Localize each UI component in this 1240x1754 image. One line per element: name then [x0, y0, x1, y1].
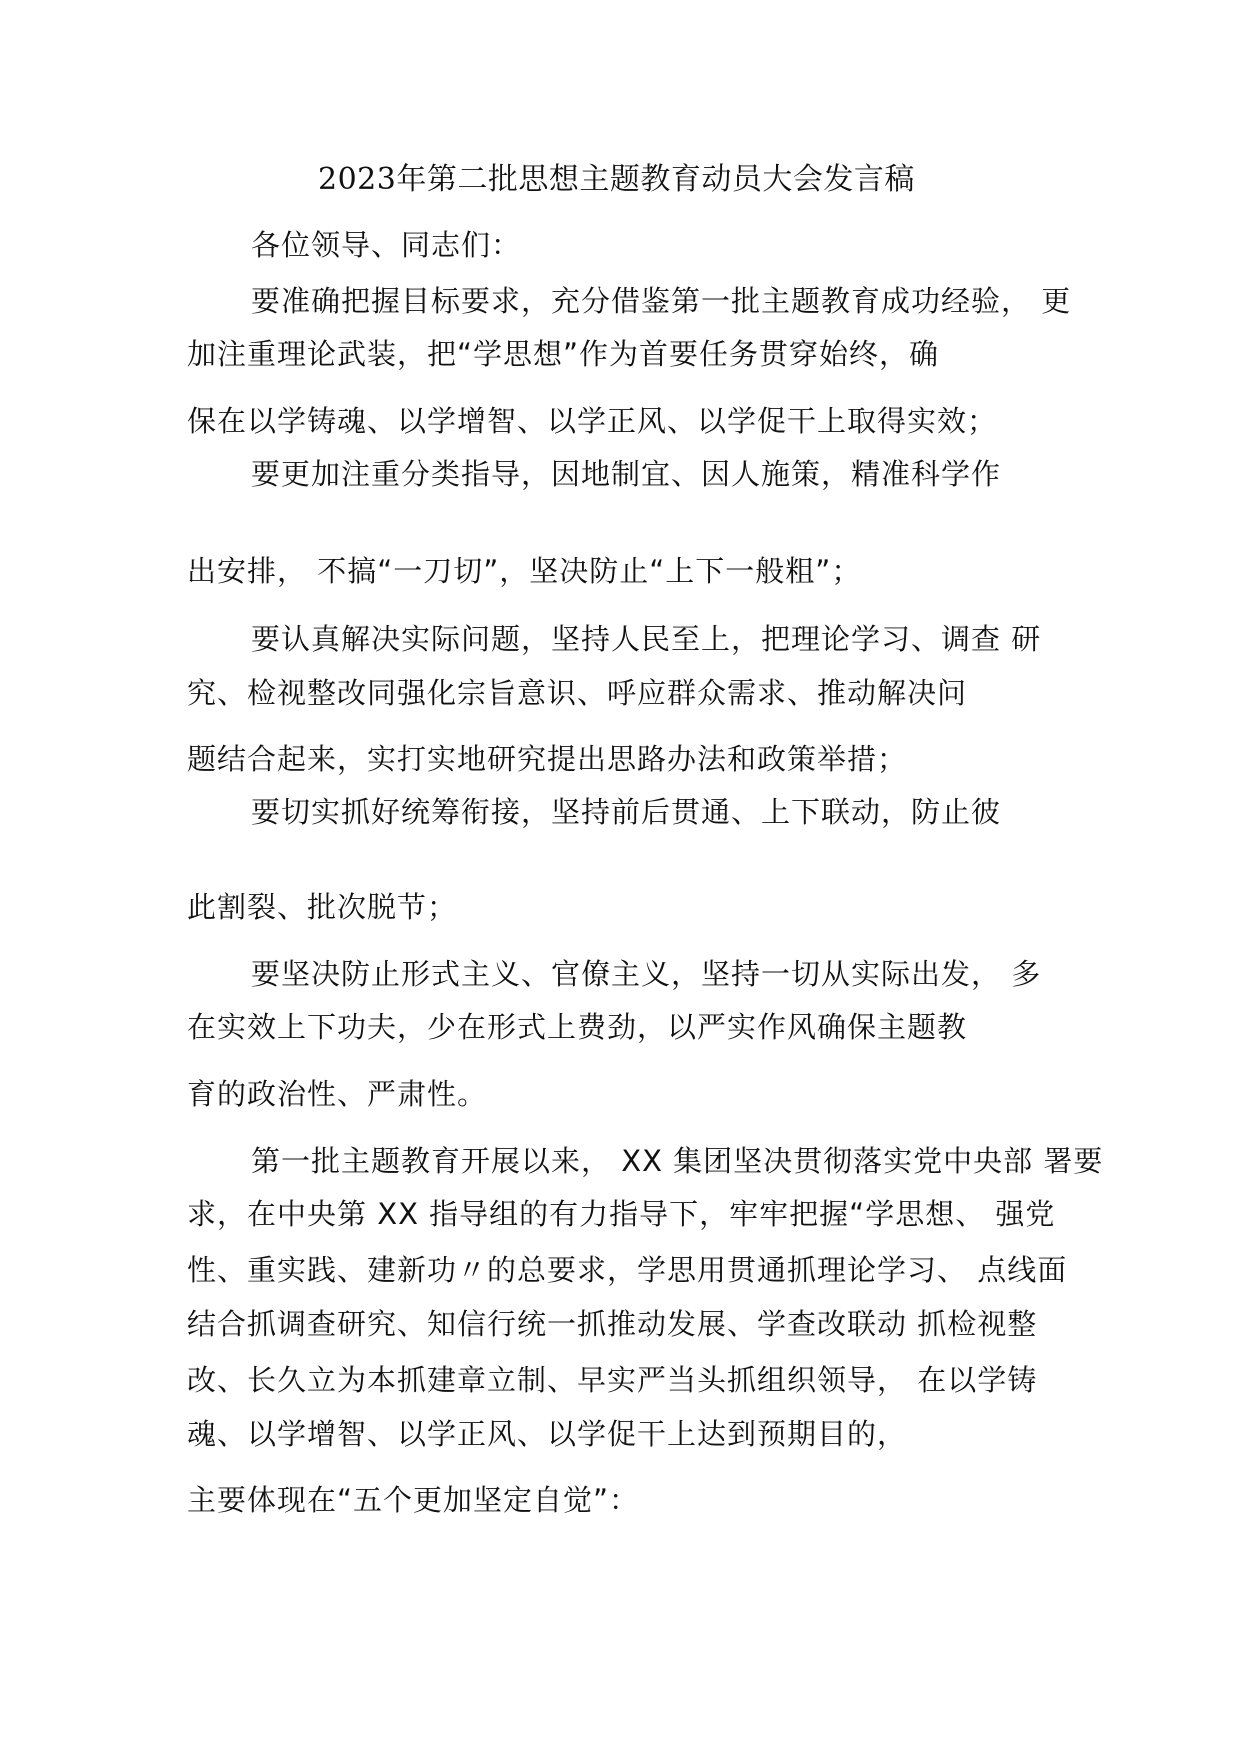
salutation: 各位领导、同志们： — [251, 228, 522, 262]
paragraph-line: 要准确把握目标要求，充分借鉴第一批主题教育成功经验， 更 — [251, 284, 1072, 318]
paragraph-line: 此割裂、批次脱节； — [187, 890, 458, 924]
paragraph-line: 要坚决防止形式主义、官僚主义，坚持一切从实际出发， 多 — [251, 957, 1042, 991]
paragraph-line: 出安排， 不搞“一刀切”，坚决防止“上下一般粗”； — [187, 554, 862, 588]
paragraph-line: 究、检视整改同强化宗旨意识、呼应群众需求、推动解决问 — [187, 676, 968, 710]
paragraph-line: 主要体现在“五个更加坚定自觉”： — [187, 1483, 640, 1517]
paragraph-line: 要认真解决实际问题，坚持人民至上，把理论学习、调查 研 — [251, 622, 1042, 656]
paragraph-line: 性、重实践、建新功〃的总要求，学思用贯通抓理论学习、 点线面 — [187, 1253, 1068, 1287]
paragraph-line: 要切实抓好统筹衔接，坚持前后贯通、上下联动，防止彼 — [251, 795, 1002, 829]
paragraph-line: 第一批主题教育开展以来， XX 集团坚决贯彻落实党中央部 署要 — [251, 1144, 1104, 1178]
paragraph-line: 在实效上下功夫，少在形式上费劲，以严实作风确保主题教 — [187, 1010, 968, 1044]
paragraph-line: 改、长久立为本抓建章立制、早实严当头抓组织领导， 在以学铸 — [187, 1363, 1038, 1397]
paragraph-line: 题结合起来，实打实地研究提出思路办法和政策举措； — [187, 742, 908, 776]
paragraph-line: 结合抓调查研究、知信行统一抓推动发展、学查改联动 抓检视整 — [187, 1307, 1038, 1341]
paragraph-line: 求，在中央第 XX 指导组的有力指导下，牢牢把握“学思想、 强党 — [187, 1197, 1056, 1231]
paragraph-line: 育的政治性、严肃性。 — [187, 1077, 488, 1111]
paragraph-line: 保在以学铸魂、以学增智、以学正风、以学促干上取得实效； — [187, 404, 998, 438]
paragraph-line: 要更加注重分类指导，因地制宜、因人施策，精准科学作 — [251, 457, 1002, 491]
paragraph-line: 魂、以学增智、以学正风、以学促干上达到预期目的， — [187, 1417, 908, 1451]
document-title: 2023年第二批思想主题教育动员大会发言稿 — [318, 162, 915, 197]
paragraph-line: 加注重理论武装，把“学思想”作为首要任务贯穿始终，确 — [187, 337, 940, 371]
